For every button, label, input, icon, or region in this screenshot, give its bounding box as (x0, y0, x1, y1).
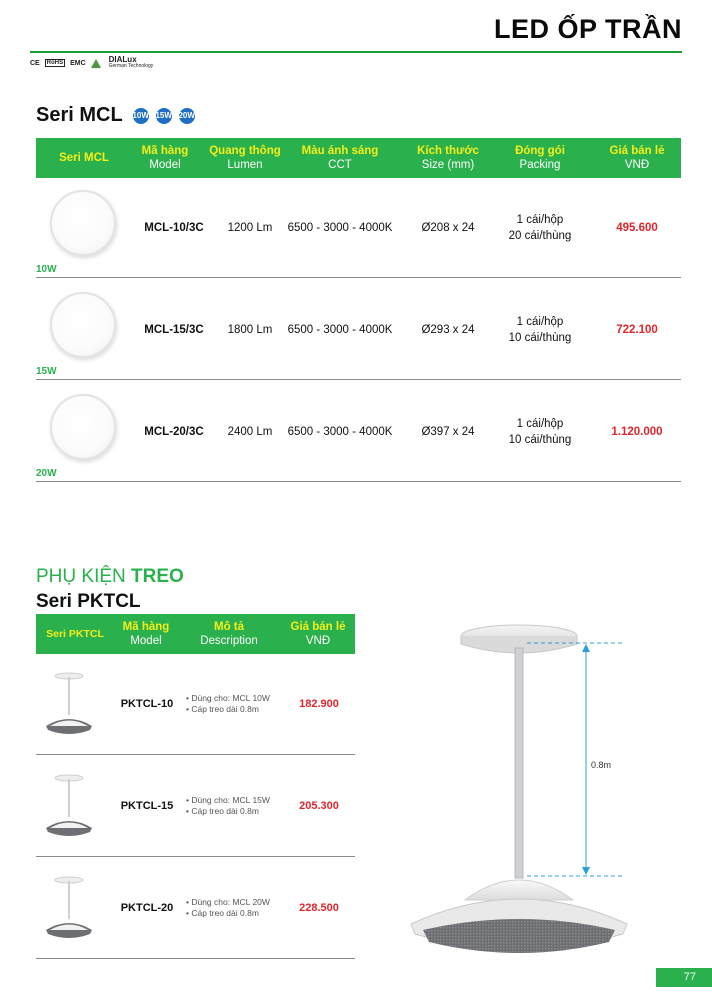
wattage-badge-10: 10W (131, 106, 151, 126)
row-cct: 6500 - 3000 - 4000K (287, 426, 393, 438)
row-size: Ø397 x 24 (421, 426, 475, 438)
mcl-series-title (36, 104, 197, 127)
row-desc-cable: • Cáp treo dài 0.8m (186, 806, 259, 816)
mcl-header-price-sub: VNĐ (624, 159, 650, 171)
row-description (186, 858, 286, 958)
mcl-header-price-title: Giá bán lẻ (609, 145, 665, 157)
table-row (36, 178, 681, 278)
row-wattage: 15W (36, 366, 57, 377)
pendant-lamp-image (40, 770, 98, 840)
row-price: 205.300 (299, 800, 339, 812)
row-packing-carton: 20 cái/thùng (508, 230, 572, 242)
row-description (186, 654, 286, 754)
row-packing-box: 1 cái/hộp (516, 316, 564, 328)
mcl-table-header (36, 138, 681, 178)
certification-row (30, 56, 153, 70)
mcl-header-size (404, 144, 492, 172)
row-packing (496, 178, 584, 278)
row-model: PKTCL-20 (120, 902, 174, 914)
row-packing-carton: 10 cái/thùng (508, 332, 572, 344)
wattage-badge-15: 15W (154, 106, 174, 126)
mcl-header-model (128, 144, 202, 172)
row-description (186, 756, 286, 856)
pktcl-header-series: Seri PKTCL (46, 628, 104, 640)
mcl-header-model-title: Mã hàng (141, 145, 189, 157)
title-rule (30, 51, 682, 53)
mcl-header-lumen-sub: Lumen (227, 159, 263, 171)
row-packing (496, 382, 584, 482)
row-cct: 6500 - 3000 - 4000K (287, 324, 393, 336)
row-model: MCL-20/3C (144, 426, 204, 438)
mcl-header-size-title: Kích thước (417, 145, 479, 157)
mcl-header-lumen (204, 144, 286, 172)
dialux-logo-icon (91, 59, 101, 68)
row-desc-cable: • Cáp treo dài 0.8m (186, 704, 259, 714)
mcl-header-cct-title: Màu ánh sáng (301, 145, 379, 157)
pktcl-header-desc-sub: Description (200, 635, 258, 647)
row-price: 1.120.000 (611, 426, 663, 438)
mcl-header-packing-title: Đóng gói (515, 145, 565, 157)
mcl-header-series: Seri MCL (59, 152, 109, 164)
pendant-lamp-image (40, 872, 98, 942)
row-price: 182.900 (299, 698, 339, 710)
row-size: Ø293 x 24 (421, 324, 475, 336)
page-number: 77 (656, 968, 712, 987)
pktcl-header-model-sub: Model (130, 635, 162, 647)
mcl-series-name: Seri MCL (36, 104, 123, 126)
rohs-mark-icon: RoHS (46, 60, 64, 66)
table-row (36, 756, 355, 857)
row-model: PKTCL-10 (120, 698, 174, 710)
row-price: 228.500 (299, 902, 339, 914)
row-model: MCL-15/3C (144, 324, 204, 336)
mcl-header-model-sub: Model (149, 159, 181, 171)
page-title: LED ỐP TRẦN (493, 14, 682, 44)
mcl-header-packing-sub: Packing (519, 159, 561, 171)
row-cct: 6500 - 3000 - 4000K (287, 222, 393, 234)
table-row (36, 654, 355, 755)
pktcl-header-price-title: Giá bán lẻ (290, 621, 346, 633)
ceiling-lamp-image (50, 292, 116, 358)
pktcl-header-desc-title: Mô tả (213, 621, 245, 633)
pktcl-header-desc (184, 620, 274, 648)
dialux-logo (109, 56, 154, 70)
row-price: 722.100 (616, 324, 658, 336)
pktcl-header-model-title: Mã hàng (122, 621, 170, 633)
pktcl-table-header (36, 614, 355, 654)
accessory-title-bold: TREO (131, 566, 184, 587)
pendant-lamp-image (40, 668, 98, 738)
row-model: PKTCL-15 (120, 800, 174, 812)
mcl-header-cct-sub: CCT (328, 159, 352, 171)
row-desc-usage: • Dùng cho: MCL 15W (186, 795, 270, 805)
row-size: Ø208 x 24 (421, 222, 475, 234)
row-packing (496, 280, 584, 380)
mcl-header-lumen-title: Quang thông (209, 145, 281, 157)
row-wattage: 20W (36, 468, 57, 479)
row-packing-box: 1 cái/hộp (516, 418, 564, 430)
row-desc-cable: • Cáp treo dài 0.8m (186, 908, 259, 918)
table-row (36, 858, 355, 959)
ceiling-lamp-image (50, 190, 116, 256)
accessory-title-light: PHỤ KIỆN (36, 566, 132, 587)
pktcl-header-model (112, 620, 180, 648)
table-row (36, 280, 681, 380)
row-lumen: 1200 Lm (227, 222, 273, 234)
dialux-name: DIALux (108, 55, 137, 64)
ceiling-lamp-image (50, 394, 116, 460)
ce-mark-icon: CE (30, 59, 40, 67)
pendant-dimension-diagram (395, 612, 685, 962)
mcl-header-price (596, 144, 678, 172)
table-row (36, 382, 681, 482)
pktcl-header-price-sub: VNĐ (305, 635, 331, 647)
dialux-sub: German Technology (108, 63, 154, 69)
pktcl-series-name: Seri PKTCL (36, 591, 141, 612)
row-model: MCL-10/3C (144, 222, 204, 234)
wattage-badge-20: 20W (177, 106, 197, 126)
mcl-header-packing (496, 144, 584, 172)
accessory-section-title (36, 566, 184, 588)
mcl-header-size-sub: Size (mm) (421, 159, 475, 171)
emc-mark-icon: EMC (70, 59, 86, 67)
pktcl-header-price (282, 620, 354, 648)
row-lumen: 1800 Lm (227, 324, 273, 336)
row-wattage: 10W (36, 264, 57, 275)
cable-length-label: 0.8m (591, 760, 612, 770)
mcl-header-cct (286, 144, 394, 172)
row-packing-box: 1 cái/hộp (516, 214, 564, 226)
row-price: 495.600 (616, 222, 658, 234)
row-desc-usage: • Dùng cho: MCL 10W (186, 693, 270, 703)
row-desc-usage: • Dùng cho: MCL 20W (186, 897, 270, 907)
row-packing-carton: 10 cái/thùng (508, 434, 572, 446)
row-lumen: 2400 Lm (227, 426, 273, 438)
